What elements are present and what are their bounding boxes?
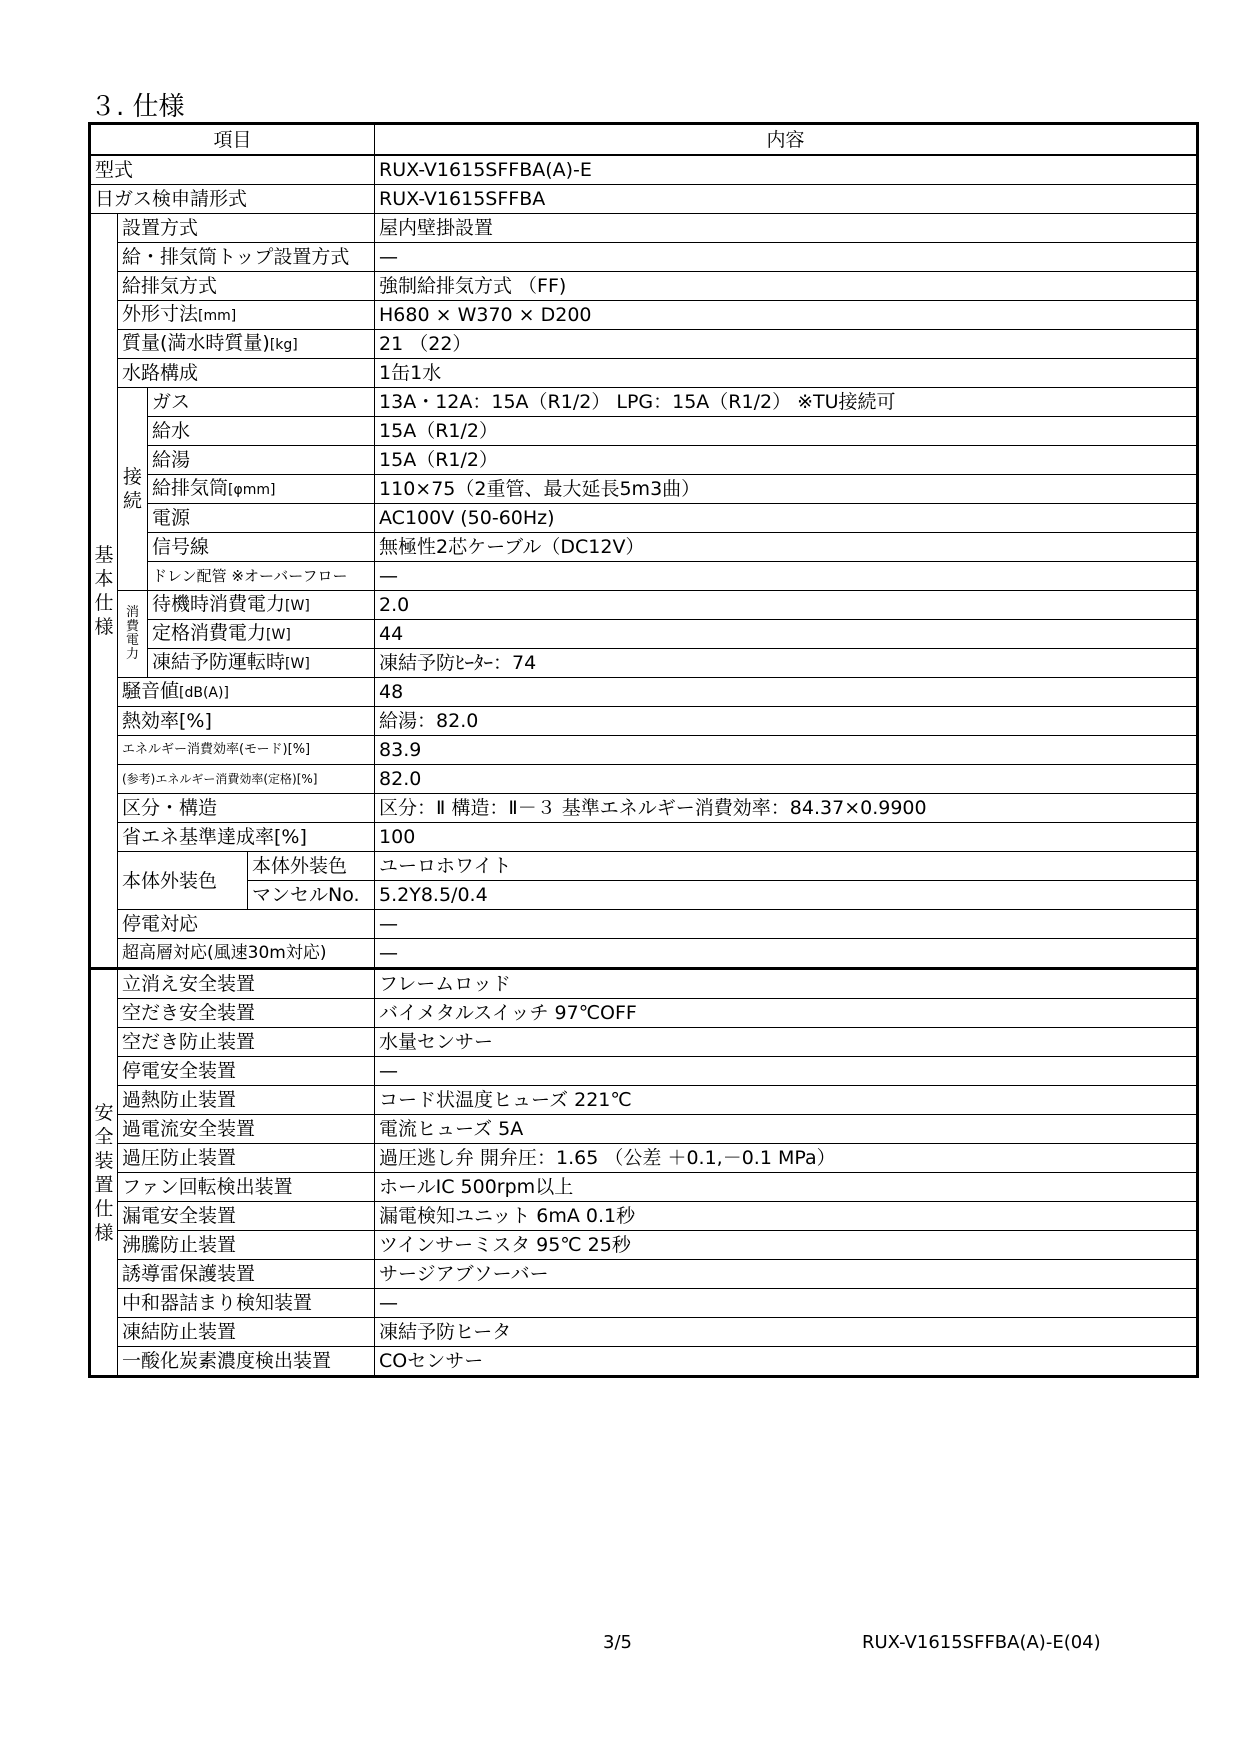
row-label: 水路構成 bbox=[118, 359, 375, 388]
group-safety: 安全装置仕様 bbox=[90, 969, 118, 1377]
row-label: 停電対応 bbox=[118, 910, 375, 939]
table-row bbox=[90, 475, 1198, 504]
row-value: サージアブソーバー bbox=[375, 1260, 1198, 1289]
row-label: 凍結予防運転時[W] bbox=[148, 649, 375, 678]
row-value: — bbox=[375, 1057, 1198, 1086]
table-row bbox=[90, 823, 1198, 852]
table-row bbox=[90, 1057, 1198, 1086]
table-row bbox=[90, 707, 1198, 736]
row-value: H680 × W370 × D200 bbox=[375, 301, 1198, 330]
header-content: 内容 bbox=[375, 124, 1198, 156]
row-label: 給・排気筒トップ設置方式 bbox=[118, 243, 375, 272]
table-row bbox=[90, 678, 1198, 707]
row-label: 過圧防止装置 bbox=[118, 1144, 375, 1173]
row-label: 空だき安全装置 bbox=[118, 999, 375, 1028]
group-basic: 基本仕様 bbox=[90, 214, 118, 969]
row-value: 44 bbox=[375, 620, 1198, 649]
page-title: ３. 仕様 bbox=[90, 92, 185, 122]
row-label: 待機時消費電力[W] bbox=[148, 591, 375, 620]
row-value: 15A（R1/2） bbox=[375, 417, 1198, 446]
table-row bbox=[90, 999, 1198, 1028]
row-value: 無極性2芯ケーブル（DC12V） bbox=[375, 533, 1198, 562]
row-label: 型式 bbox=[90, 155, 375, 185]
table-row bbox=[90, 1347, 1198, 1377]
row-label: 停電安全装置 bbox=[118, 1057, 375, 1086]
table-row bbox=[90, 1231, 1198, 1260]
table-row bbox=[90, 214, 1198, 243]
table-row bbox=[90, 1202, 1198, 1231]
row-value: 漏電検知ユニット 6mA 0.1秒 bbox=[375, 1202, 1198, 1231]
row-label: 外形寸法[mm] bbox=[118, 301, 375, 330]
row-label: 給排気方式 bbox=[118, 272, 375, 301]
row-label: 定格消費電力[W] bbox=[148, 620, 375, 649]
row-value: 83.9 bbox=[375, 736, 1198, 765]
row-value: RUX-V1615SFFBA bbox=[375, 185, 1198, 214]
table-row bbox=[90, 562, 1198, 591]
row-label: 立消え安全装置 bbox=[118, 969, 375, 999]
row-sublabel: 本体外装色 bbox=[248, 852, 375, 881]
spec-table bbox=[88, 122, 1199, 1378]
table-row bbox=[90, 155, 1198, 185]
row-value: — bbox=[375, 939, 1198, 969]
table-row bbox=[90, 1318, 1198, 1347]
table-row bbox=[90, 533, 1198, 562]
row-label: ドレン配管 ※オーバーフロー bbox=[148, 562, 375, 591]
table-row bbox=[90, 388, 1198, 417]
row-label: 質量(満水時質量)[kg] bbox=[118, 330, 375, 359]
row-label: 給湯 bbox=[148, 446, 375, 475]
row-value: AC100V (50-60Hz) bbox=[375, 504, 1198, 533]
row-label: 騒音値[dB(A)] bbox=[118, 678, 375, 707]
row-value: フレームロッド bbox=[375, 969, 1198, 999]
row-value: ツインサーミスタ 95℃ 25秒 bbox=[375, 1231, 1198, 1260]
row-value: ホールIC 500rpm以上 bbox=[375, 1173, 1198, 1202]
row-value: 強制給排気方式 （FF) bbox=[375, 272, 1198, 301]
table-row bbox=[90, 1260, 1198, 1289]
table-row bbox=[90, 881, 1198, 910]
row-value: 凍結予防ヒータ bbox=[375, 1318, 1198, 1347]
row-value: 2.0 bbox=[375, 591, 1198, 620]
row-value: — bbox=[375, 910, 1198, 939]
table-row bbox=[90, 794, 1198, 823]
table-row bbox=[90, 620, 1198, 649]
row-value: COセンサー bbox=[375, 1347, 1198, 1377]
group-power: 消費電力 bbox=[118, 591, 148, 678]
row-label: 凍結防止装置 bbox=[118, 1318, 375, 1347]
row-value: 48 bbox=[375, 678, 1198, 707]
table-row bbox=[90, 417, 1198, 446]
row-label: 空だき防止装置 bbox=[118, 1028, 375, 1057]
table-row bbox=[90, 591, 1198, 620]
row-value: 82.0 bbox=[375, 765, 1198, 794]
table-row bbox=[90, 1086, 1198, 1115]
row-label: 設置方式 bbox=[118, 214, 375, 243]
table-row bbox=[90, 939, 1198, 969]
row-value: — bbox=[375, 562, 1198, 591]
table-row bbox=[90, 1289, 1198, 1318]
row-value: 5.2Y8.5/0.4 bbox=[375, 881, 1198, 910]
row-value: コード状温度ヒューズ 221℃ bbox=[375, 1086, 1198, 1115]
row-label: 給水 bbox=[148, 417, 375, 446]
table-row bbox=[90, 272, 1198, 301]
row-label: 日ガス検申請形式 bbox=[90, 185, 375, 214]
row-value: バイメタルスイッチ 97℃OFF bbox=[375, 999, 1198, 1028]
header-item: 項目 bbox=[90, 124, 375, 156]
table-row bbox=[90, 1144, 1198, 1173]
table-row bbox=[90, 446, 1198, 475]
table-row bbox=[90, 359, 1198, 388]
row-value: 13A・12A：15A（R1/2） LPG：15A（R1/2） ※TU接続可 bbox=[375, 388, 1198, 417]
row-value: 屋内壁掛設置 bbox=[375, 214, 1198, 243]
row-value: 100 bbox=[375, 823, 1198, 852]
row-label: 一酸化炭素濃度検出装置 bbox=[118, 1347, 375, 1377]
table-row bbox=[90, 330, 1198, 359]
table-row bbox=[90, 301, 1198, 330]
row-value: 電流ヒューズ 5A bbox=[375, 1115, 1198, 1144]
row-value: 凍結予防ﾋｰﾀｰ：74 bbox=[375, 649, 1198, 678]
row-value: RUX-V1615SFFBA(A)-E bbox=[375, 155, 1198, 185]
row-label: 沸騰防止装置 bbox=[118, 1231, 375, 1260]
row-value: — bbox=[375, 1289, 1198, 1318]
page-number: 3/5 bbox=[603, 1632, 632, 1653]
row-label: 中和器詰まり検知装置 bbox=[118, 1289, 375, 1318]
row-value: 区分：Ⅱ 構造：Ⅱ－３ 基準エネルギー消費効率：84.37×0.9900 bbox=[375, 794, 1198, 823]
row-sublabel: マンセルNo. bbox=[248, 881, 375, 910]
table-row bbox=[90, 1173, 1198, 1202]
table-row bbox=[90, 910, 1198, 939]
table-row bbox=[90, 1115, 1198, 1144]
table-row bbox=[90, 504, 1198, 533]
row-label: 誘導雷保護装置 bbox=[118, 1260, 375, 1289]
row-label: 熱効率[%] bbox=[118, 707, 375, 736]
row-value: 21 （22） bbox=[375, 330, 1198, 359]
row-label: 区分・構造 bbox=[118, 794, 375, 823]
row-value: — bbox=[375, 243, 1198, 272]
table-header-row bbox=[90, 124, 1198, 156]
row-value: 水量センサー bbox=[375, 1028, 1198, 1057]
group-connection: 接続 bbox=[118, 388, 148, 591]
row-label: ファン回転検出装置 bbox=[118, 1173, 375, 1202]
document-code: RUX-V1615SFFBA(A)-E(04) bbox=[862, 1632, 1101, 1653]
table-row bbox=[90, 649, 1198, 678]
table-row bbox=[90, 1028, 1198, 1057]
row-label: 給排気筒[φmm] bbox=[148, 475, 375, 504]
table-row bbox=[90, 765, 1198, 794]
row-label: エネルギー消費効率(モード)[%] bbox=[118, 736, 375, 765]
table-row bbox=[90, 736, 1198, 765]
row-value: 給湯：82.0 bbox=[375, 707, 1198, 736]
row-label: 本体外装色 bbox=[118, 852, 248, 910]
row-value: 過圧逃し弁 開弁圧：1.65 （公差 ＋0.1,－0.1 MPa） bbox=[375, 1144, 1198, 1173]
table-row bbox=[90, 969, 1198, 999]
row-value: 15A（R1/2） bbox=[375, 446, 1198, 475]
row-label: ガス bbox=[148, 388, 375, 417]
row-label: 省エネ基準達成率[%] bbox=[118, 823, 375, 852]
row-value: 1缶1水 bbox=[375, 359, 1198, 388]
row-value: 110×75（2重管、最大延長5m3曲） bbox=[375, 475, 1198, 504]
table-row bbox=[90, 185, 1198, 214]
row-label: 過電流安全装置 bbox=[118, 1115, 375, 1144]
row-label: (参考)エネルギー消費効率(定格)[%] bbox=[118, 765, 375, 794]
row-label: 超高層対応(風速30m対応) bbox=[118, 939, 375, 969]
table-row bbox=[90, 852, 1198, 881]
row-label: 過熱防止装置 bbox=[118, 1086, 375, 1115]
table-row bbox=[90, 243, 1198, 272]
row-value: ユーロホワイト bbox=[375, 852, 1198, 881]
row-label: 漏電安全装置 bbox=[118, 1202, 375, 1231]
row-label: 信号線 bbox=[148, 533, 375, 562]
row-label: 電源 bbox=[148, 504, 375, 533]
